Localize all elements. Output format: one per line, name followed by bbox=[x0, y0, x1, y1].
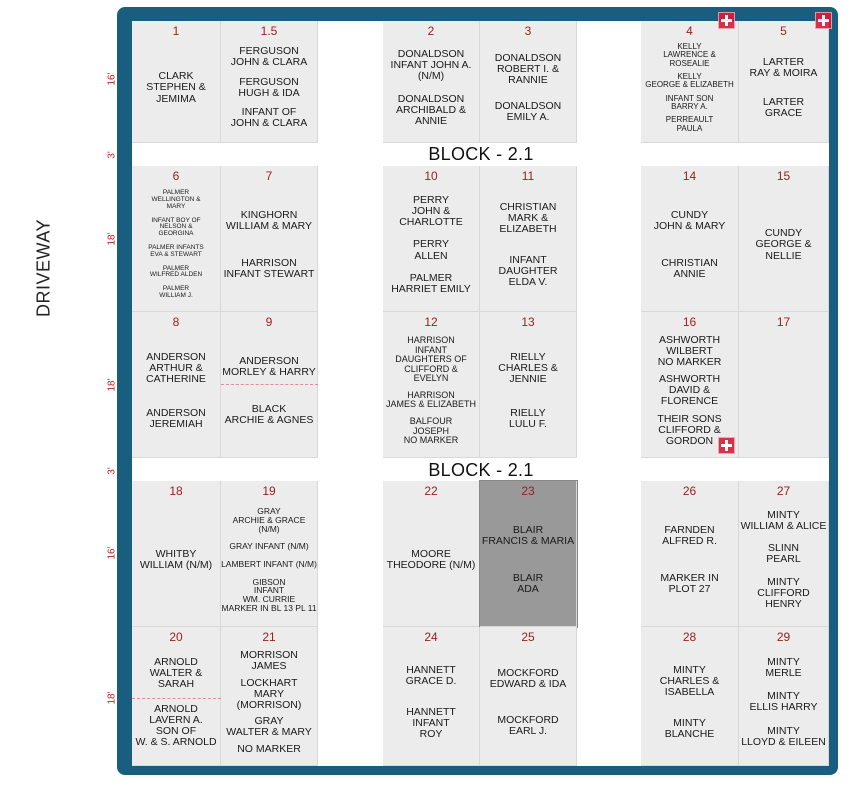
plot-22[interactable] bbox=[383, 481, 480, 627]
plot-number: 1 bbox=[172, 24, 180, 38]
burial-entry: WHITBY WILLIAM (N/M) bbox=[139, 547, 213, 571]
plot-number: 15 bbox=[776, 169, 791, 183]
burial-entry: ARNOLD LAVERN A. SON OF W. & S. ARNOLD bbox=[135, 702, 217, 748]
grave-marker-icon[interactable] bbox=[815, 12, 832, 29]
burial-entry: MINTY BLANCHE bbox=[664, 717, 715, 741]
burial-entry: KELLY LAWRENCE & ROSEALIE bbox=[663, 41, 716, 68]
plot-28[interactable] bbox=[641, 627, 739, 766]
driveway-label: DRIVEWAY bbox=[33, 218, 54, 318]
plot-number: 4 bbox=[686, 24, 693, 38]
burial-entry: LOCKHART MARY (MORRISON) bbox=[236, 676, 302, 711]
plot-20[interactable] bbox=[132, 627, 221, 766]
plot-number: 29 bbox=[776, 630, 791, 644]
plot-number: 24 bbox=[424, 630, 438, 644]
burial-entry: HARRISON INFANT DAUGHTERS OF CLIFFORD & EVELYN bbox=[395, 335, 467, 384]
plot-number: 3 bbox=[524, 24, 532, 38]
plot-number: 25 bbox=[521, 630, 535, 644]
row-dimension-label: 3' bbox=[106, 467, 118, 475]
plot-5[interactable] bbox=[739, 21, 829, 143]
burial-entry: LARTER RAY & MOIRA bbox=[749, 55, 818, 79]
burial-entry: PALMER WILFRED ALDEN bbox=[149, 264, 203, 279]
burial-entry: GRAY INFANT (N/M) bbox=[229, 541, 309, 552]
plot-number: 27 bbox=[776, 484, 791, 498]
burial-entry: THEIR SONS CLIFFORD & GORDON bbox=[657, 412, 722, 447]
plot-6[interactable] bbox=[132, 166, 221, 312]
burial-entry: PERREAULT PAULA bbox=[665, 115, 714, 133]
burial-entry: KELLY GEORGE & ELIZABETH bbox=[645, 71, 734, 90]
burial-entry: MINTY WILLIAM & ALICE bbox=[740, 508, 827, 532]
burial-entry: DONALDSON ARCHIBALD & ANNIE bbox=[395, 92, 467, 127]
plot-2[interactable] bbox=[383, 21, 480, 143]
plot-number: 7 bbox=[265, 169, 273, 183]
plot-number: 6 bbox=[172, 169, 180, 183]
burial-entry: CHRISTIAN MARK & ELIZABETH bbox=[499, 201, 557, 236]
plot-number: 5 bbox=[780, 24, 787, 38]
plot-14[interactable] bbox=[641, 166, 739, 312]
burial-entry: MINTY CLIFFORD HENRY bbox=[757, 576, 810, 611]
burial-entry: ANDERSON MORLEY & HARRY bbox=[222, 354, 316, 378]
burial-entry: FERGUSON HUGH & IDA bbox=[238, 75, 300, 99]
burial-entry: CLARK STEPHEN & JEMIMA bbox=[146, 70, 206, 105]
plot-9[interactable] bbox=[221, 312, 318, 458]
plot-1[interactable] bbox=[132, 21, 221, 143]
plot-8[interactable] bbox=[132, 312, 221, 458]
burial-entry: CUNDY JOHN & MARY bbox=[653, 208, 726, 232]
plot-26[interactable] bbox=[641, 481, 739, 627]
burial-entry: INFANT BOY OF NELSON & GEORGINA bbox=[151, 216, 201, 238]
burial-entry: MINTY LLOYD & EILEEN bbox=[741, 725, 826, 749]
burial-entry: HARRISON JAMES & ELIZABETH bbox=[385, 390, 477, 410]
plot-number: 22 bbox=[424, 484, 438, 498]
plot-17[interactable] bbox=[739, 312, 829, 458]
burial-entry: PERRY JOHN & CHARLOTTE bbox=[399, 193, 463, 228]
burial-entry: GRAY ARCHIE & GRACE (N/M) bbox=[232, 505, 306, 534]
row-dimension-label: 3' bbox=[106, 151, 118, 159]
plot-29[interactable] bbox=[739, 627, 829, 766]
plot-27[interactable] bbox=[739, 481, 829, 627]
plot-24[interactable] bbox=[383, 627, 480, 766]
plot-number: 21 bbox=[262, 630, 276, 644]
plot-12[interactable] bbox=[383, 312, 480, 458]
plot-number: 18 bbox=[169, 484, 183, 498]
burial-entry: CHRISTIAN ANNIE bbox=[661, 257, 718, 281]
burial-entry: MOORE THEODORE (N/M) bbox=[386, 547, 476, 571]
burial-entry: MARKER IN PLOT 27 bbox=[660, 572, 719, 596]
burial-entry: NO MARKER bbox=[237, 743, 301, 756]
grave-marker-icon[interactable] bbox=[718, 437, 735, 454]
row-dimension-label: 16' bbox=[106, 72, 118, 86]
burial-entry: PALMER INFANTS EVA & STEWART bbox=[148, 243, 204, 258]
grave-marker-icon[interactable] bbox=[718, 12, 735, 29]
plot-1-5[interactable] bbox=[221, 21, 318, 143]
plot-25[interactable] bbox=[480, 627, 577, 766]
plot-3[interactable] bbox=[480, 21, 577, 143]
plot-19[interactable] bbox=[221, 481, 318, 627]
burial-entry: PALMER WILLIAM J. bbox=[159, 285, 193, 300]
burial-entry: MOCKFORD EDWARD & IDA bbox=[489, 667, 567, 691]
half-plot-divider bbox=[132, 698, 221, 699]
burial-entry: ANDERSON JEREMIAH bbox=[146, 406, 206, 430]
burial-entry: HARRISON INFANT STEWART bbox=[223, 257, 315, 281]
burial-entry: INFANT SON BARRY A. bbox=[665, 93, 714, 112]
plot-number: 11 bbox=[521, 169, 535, 183]
burial-entry: LAMBERT INFANT (N/M) bbox=[221, 558, 317, 569]
burial-entry: ASHWORTH WILBERT NO MARKER bbox=[657, 334, 722, 369]
plot-10[interactable] bbox=[383, 166, 480, 312]
plot-15[interactable] bbox=[739, 166, 829, 312]
plot-13[interactable] bbox=[480, 312, 577, 458]
plot-23[interactable] bbox=[480, 481, 577, 627]
burial-entry: HANNETT INFANT ROY bbox=[406, 706, 456, 741]
burial-entry: CUNDY GEORGE & NELLIE bbox=[755, 227, 812, 262]
burial-entry: DONALDSON ROBERT I. & RANNIE bbox=[494, 51, 562, 86]
row-dimension-label: 16' bbox=[106, 546, 118, 560]
plot-number: 19 bbox=[262, 484, 276, 498]
burial-entry: MINTY MERLE bbox=[765, 655, 802, 679]
plot-number: 26 bbox=[682, 484, 697, 498]
plot-11[interactable] bbox=[480, 166, 577, 312]
plot-number: 10 bbox=[424, 169, 438, 183]
burial-entry: PERRY ALLEN bbox=[413, 238, 449, 262]
row-dimension-label: 18' bbox=[106, 691, 118, 705]
plot-number: 9 bbox=[265, 315, 273, 329]
plot-number: 16 bbox=[682, 315, 697, 329]
plot-4[interactable] bbox=[641, 21, 739, 143]
burial-entry: MINTY CHARLES & ISABELLA bbox=[659, 663, 720, 698]
plot-number: 2 bbox=[427, 24, 435, 38]
burial-entry: ARNOLD WALTER & SARAH bbox=[149, 656, 203, 691]
plot-number: 1.5 bbox=[260, 24, 278, 38]
plot-number: 13 bbox=[521, 315, 535, 329]
row-dimension-label: 18' bbox=[106, 378, 118, 392]
burial-entry: BLAIR FRANCIS & MARIA bbox=[481, 523, 575, 547]
half-plot-divider bbox=[221, 384, 318, 385]
plot-number: 28 bbox=[682, 630, 697, 644]
block-label: BLOCK - 2.1 bbox=[428, 144, 534, 164]
plot-number: 14 bbox=[682, 169, 697, 183]
burial-entry: GIBSON INFANT WM. CURRIE MARKER IN BL 13 PL 11 bbox=[221, 576, 317, 614]
burial-entry: GRAY WALTER & MARY bbox=[226, 715, 312, 739]
burial-entry: FARNDEN ALFRED R. bbox=[662, 523, 717, 547]
burial-entry: PALMER HARRIET EMILY bbox=[391, 272, 471, 296]
burial-entry: RIELLY LULU F. bbox=[509, 406, 547, 430]
plot-number: 23 bbox=[521, 484, 535, 498]
burial-entry: BLACK ARCHIE & AGNES bbox=[224, 403, 314, 427]
burial-entry: MINTY ELLIS HARRY bbox=[749, 690, 818, 714]
burial-entry: HANNETT GRACE D. bbox=[405, 663, 457, 687]
burial-entry: DONALDSON INFANT JOHN A. (N/M) bbox=[390, 48, 472, 83]
burial-entry: LARTER GRACE bbox=[762, 96, 805, 120]
row-dimension-label: 18' bbox=[106, 232, 118, 246]
plot-number: 12 bbox=[424, 315, 438, 329]
burial-entry: MORRISON JAMES bbox=[240, 648, 298, 672]
burial-entry: INFANT OF JOHN & CLARA bbox=[230, 106, 308, 130]
plot-21[interactable] bbox=[221, 627, 318, 766]
burial-entry: BALFOUR JOSEPH NO MARKER bbox=[403, 416, 459, 446]
burial-entry: PALMER WELLINGTON & MARY bbox=[151, 189, 201, 210]
plot-18[interactable] bbox=[132, 481, 221, 627]
plot-number: 8 bbox=[172, 315, 180, 329]
burial-entry: ANDERSON ARTHUR & CATHERINE bbox=[146, 350, 206, 385]
burial-entry: RIELLY CHARLES & JENNIE bbox=[498, 350, 558, 385]
burial-entry: INFANT DAUGHTER ELDA V. bbox=[498, 253, 558, 288]
burial-entry: FERGUSON JOHN & CLARA bbox=[230, 45, 308, 69]
burial-entry: MOCKFORD EARL J. bbox=[497, 713, 559, 737]
burial-entry: DONALDSON EMILY A. bbox=[494, 99, 562, 123]
burial-entry: BLAIR ADA bbox=[512, 572, 544, 596]
burial-entry: SLINN PEARL bbox=[766, 542, 801, 566]
burial-entry: KINGHORN WILLIAM & MARY bbox=[225, 208, 313, 232]
burial-entry: ASHWORTH DAVID & FLORENCE bbox=[658, 373, 721, 408]
plot-number: 17 bbox=[776, 315, 791, 329]
plot-number: 20 bbox=[169, 630, 183, 644]
block-label: BLOCK - 2.1 bbox=[428, 460, 534, 480]
plot-7[interactable] bbox=[221, 166, 318, 312]
